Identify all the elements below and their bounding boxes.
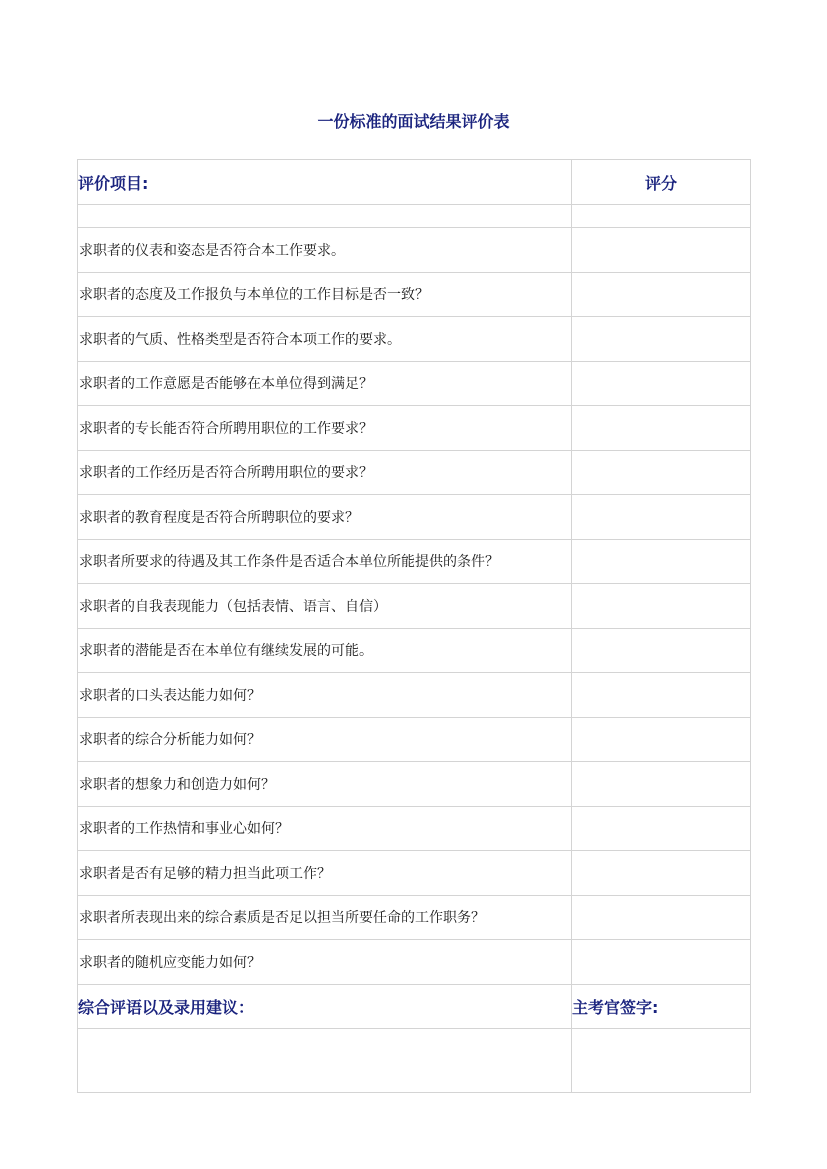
score-cell[interactable] [572,762,751,807]
table-row [78,940,751,985]
signature-field[interactable] [572,1028,751,1092]
question-cell: 求职者的专长能否符合所聘用职位的工作要求？ [78,406,572,451]
table-row [78,450,751,495]
comments-field[interactable] [78,1028,572,1092]
score-cell[interactable] [572,539,751,584]
comments-row [78,1028,751,1092]
table-header-row [78,160,751,205]
table-row [78,851,751,896]
question-cell: 求职者的综合分析能力如何？ [78,717,572,762]
score-cell[interactable] [572,940,751,985]
table-row [78,628,751,673]
question-cell: 求职者的想象力和创造力如何？ [78,762,572,807]
page-title: 一份标准的面试结果评价表 [317,112,510,131]
question-cell: 求职者的态度及工作报负与本单位的工作目标是否一致？ [78,272,572,317]
evaluation-table [77,159,751,1093]
spacer-cell [78,205,572,228]
score-cell[interactable] [572,851,751,896]
table-row [78,317,751,362]
score-cell[interactable] [572,806,751,851]
spacer-cell [572,205,751,228]
score-cell[interactable] [572,406,751,451]
table-row [78,717,751,762]
question-cell: 求职者的潜能是否在本单位有继续发展的可能。 [78,628,572,673]
score-cell[interactable] [572,317,751,362]
table-row [78,584,751,629]
score-column-header: 评分 [572,160,751,205]
question-cell: 求职者的工作经历是否符合所聘用职位的要求？ [78,450,572,495]
table-row [78,406,751,451]
question-cell: 求职者的教育程度是否符合所聘职位的要求？ [78,495,572,540]
question-cell: 求职者的仪表和姿态是否符合本工作要求。 [78,228,572,273]
score-cell[interactable] [572,495,751,540]
score-cell[interactable] [572,450,751,495]
score-cell[interactable] [572,361,751,406]
table-row [78,539,751,584]
question-cell: 求职者的口头表达能力如何？ [78,673,572,718]
question-cell: 求职者的气质、性格类型是否符合本项工作的要求。 [78,317,572,362]
score-cell[interactable] [572,628,751,673]
score-cell[interactable] [572,584,751,629]
table-row [78,272,751,317]
score-cell[interactable] [572,228,751,273]
table-row [78,228,751,273]
table-row [78,762,751,807]
table-row [78,361,751,406]
item-column-header: 评价项目: [78,160,572,205]
question-cell: 求职者所表现出来的综合素质是否足以担当所要任命的工作职务？ [78,895,572,940]
question-cell: 求职者所要求的待遇及其工作条件是否适合本单位所能提供的条件？ [78,539,572,584]
table-row [78,495,751,540]
table-row [78,806,751,851]
signature-label: 主考官签字: [572,984,751,1028]
score-cell[interactable] [572,895,751,940]
question-cell: 求职者的工作意愿是否能够在本单位得到满足？ [78,361,572,406]
table-footer-row [78,984,751,1028]
table-row [78,673,751,718]
question-cell: 求职者的自我表现能力（包括表情、语言、自信） [78,584,572,629]
question-cell: 求职者是否有足够的精力担当此项工作？ [78,851,572,896]
spacer-row [78,205,751,228]
score-cell[interactable] [572,717,751,762]
comments-label: 综合评语以及录用建议： [78,984,572,1028]
table-row [78,895,751,940]
score-cell[interactable] [572,272,751,317]
score-cell[interactable] [572,673,751,718]
question-cell: 求职者的工作热情和事业心如何？ [78,806,572,851]
question-cell: 求职者的随机应变能力如何？ [78,940,572,985]
